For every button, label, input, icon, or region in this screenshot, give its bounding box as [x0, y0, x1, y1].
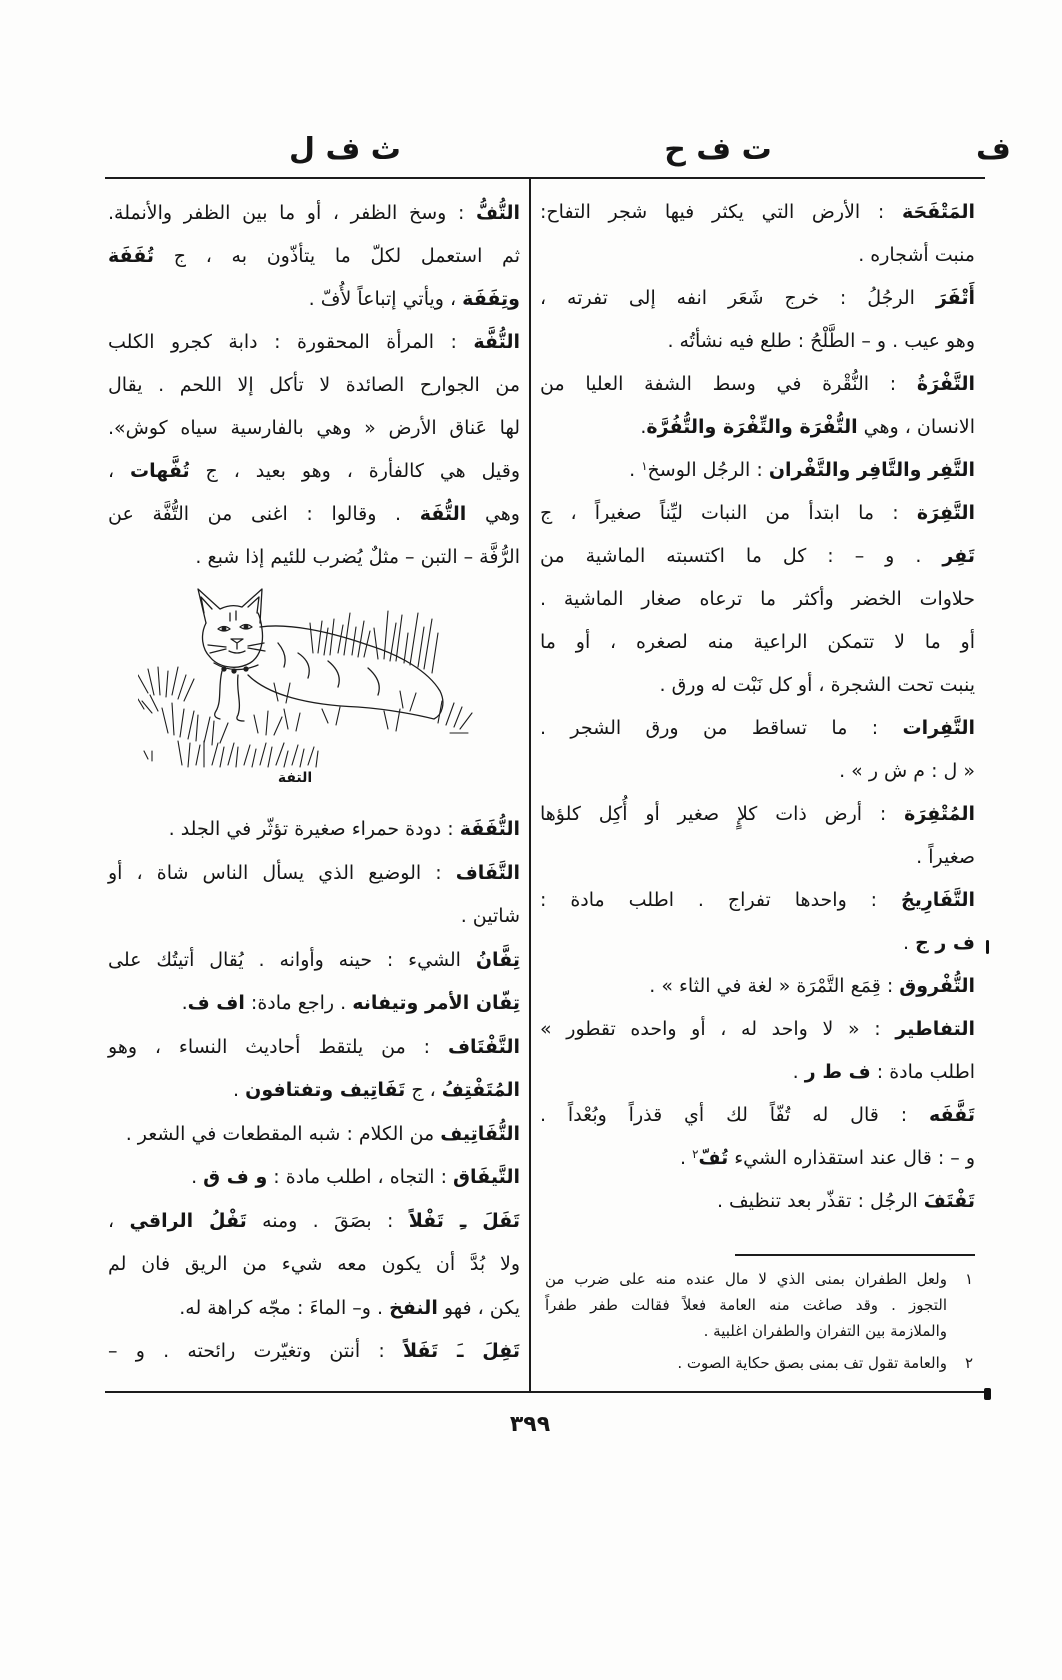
dictionary-line — [108, 808, 520, 852]
cat-pupil — [222, 627, 226, 631]
dictionary-entry — [540, 277, 975, 363]
caracal-illustration — [138, 583, 478, 768]
definition-text: . — [680, 1147, 693, 1169]
definition-text: : وسخ الظفر ، أو ما بين الظفر والأنملة. — [108, 202, 476, 224]
definition-text: ، ج — [405, 1079, 442, 1101]
dictionary-line — [108, 364, 520, 407]
footnote-marker: ٢ — [964, 1354, 973, 1372]
definition-text: الرجُلُ : خرج شَعَر انفه إلى تفرته ، — [540, 287, 936, 309]
footnote-line: التجوز . وقد صاغت منه العامة فعلاً فقالت طفر طفراً — [545, 1296, 947, 1314]
dictionary-entry — [540, 1094, 975, 1180]
dictionary-entry — [108, 1330, 520, 1374]
headword: تَفْتَفَ — [923, 1190, 975, 1212]
dictionary-line — [540, 793, 975, 836]
definition-text: يكن ، فهو — [437, 1296, 520, 1319]
dictionary-line — [540, 535, 975, 578]
dictionary-line — [540, 922, 975, 965]
headword: التُّفَفَة — [459, 818, 520, 840]
dictionary-line — [540, 1008, 975, 1051]
headword: تُفّ — [698, 1147, 729, 1169]
definition-text: وقيل هي كالفأرة ، وهو بعيد ، ج — [189, 460, 520, 482]
cat-pupil — [244, 625, 248, 629]
footer-rule — [105, 1391, 985, 1393]
headword: تِفّان الأمر وتيفانه — [352, 992, 520, 1014]
left-column-bottom — [108, 808, 520, 1374]
dictionary-entry — [108, 192, 520, 321]
dictionary-line — [108, 321, 520, 364]
dictionary-entry — [540, 793, 975, 879]
definition-text: : الرجُل الوسخ — [647, 459, 769, 481]
definition-text: : واحدها تفراج . اطلب مادة : — [540, 889, 902, 911]
dictionary-line — [540, 836, 975, 879]
dictionary-line — [540, 879, 975, 922]
definition-text: منبت أشجاره . — [858, 244, 975, 266]
headword: تَفِر — [942, 545, 975, 567]
dictionary-line — [108, 1330, 520, 1374]
headword: التَّفِرَة — [916, 502, 975, 524]
definition-text: . و– الماءَ : مجّه كراهة له. — [179, 1296, 390, 1319]
definition-text: . راجع مادة: — [244, 992, 353, 1014]
dictionary-entry — [108, 1113, 520, 1157]
dictionary-line — [540, 277, 975, 320]
dictionary-line — [540, 320, 975, 363]
definition-text: : النُّقْرة في وسط الشفة العليا من — [540, 373, 917, 395]
dictionary-line — [540, 234, 975, 277]
dictionary-entry — [540, 707, 975, 793]
dictionary-entry — [540, 492, 975, 707]
definition-text: من الجوارح الصائدة لا تأكل إلا اللحم . يقال — [108, 374, 520, 396]
left-column-top — [108, 192, 520, 579]
dictionary-entry — [108, 1026, 520, 1113]
dictionary-line — [108, 895, 520, 939]
headword: المَتْفَحَة — [901, 201, 975, 223]
cat-collar — [214, 663, 258, 670]
collar-spot — [222, 667, 226, 671]
definition-text: لها عَناق الأرض « وهي بالفارسية سياه كوش». — [108, 417, 520, 439]
headword: التَّفَارِيجُ — [901, 889, 975, 911]
dictionary-entry — [540, 449, 975, 492]
definition-text: . — [902, 932, 916, 954]
column-divider — [529, 178, 531, 1392]
cat-muzzle — [208, 639, 265, 653]
definition-text: : التجاه ، اطلب مادة : — [267, 1166, 454, 1188]
footnotes — [545, 1266, 975, 1376]
dictionary-entry — [540, 965, 975, 1008]
definition-text: صغيراً . — [916, 846, 975, 868]
definition-text: : ما ابتدأ من النبات ليِّناً صغيراً ، ج — [540, 502, 917, 524]
dictionary-entry — [540, 191, 975, 277]
edge-letter: ف — [976, 132, 1011, 167]
dictionary-line — [108, 1113, 520, 1157]
dictionary-line — [108, 852, 520, 896]
dictionary-line — [540, 707, 975, 750]
headword: ف ط ر — [804, 1061, 871, 1083]
definition-text: : دودة حمراء صغيرة تؤثّر في الجلد . — [168, 818, 460, 840]
definition-text: : المرأة المحقورة : دابة كجرو الكلب — [108, 331, 474, 353]
definition-text: الانسان ، وهي — [857, 416, 975, 438]
grass-strokes — [138, 611, 472, 767]
dictionary-line — [540, 965, 975, 1008]
headword: المُتَفْتِفُ — [441, 1079, 520, 1101]
dictionary-line — [108, 1200, 520, 1244]
headword: تَفَاتِيف وتفتافون — [245, 1079, 406, 1101]
headword: التُّفْرَة والتِّفْرَة والتُّفُرَّة — [646, 416, 858, 438]
dictionary-line — [540, 1137, 975, 1180]
dictionary-entry — [108, 321, 520, 579]
dictionary-line — [540, 191, 975, 234]
definition-text: أو ما لا تتمكن الراعية منه لصغره ، أو ما — [540, 631, 975, 653]
collar-spot — [244, 667, 248, 671]
definition-text: ولا بُدَّ أن يكون معه شيء من الريق فان لم — [108, 1253, 520, 1275]
headword: التُّفْروق — [899, 975, 975, 997]
headword: التُّفَة — [419, 503, 467, 525]
dictionary-entry — [540, 1008, 975, 1094]
dictionary-line — [540, 492, 975, 535]
dictionary-entry — [540, 879, 975, 965]
dictionary-line — [540, 1094, 975, 1137]
headword: التُّفَّة — [473, 331, 520, 353]
footnote-2 — [545, 1350, 975, 1376]
definition-text: اطلب مادة : — [870, 1061, 975, 1083]
dictionary-line — [108, 1156, 520, 1200]
footnote-ref: ٢ — [692, 1146, 699, 1161]
definition-text: : أنتن وتغيّرت رائحته . و – — [108, 1340, 403, 1362]
footnote-line: والعامة تقول تف بمنى بصق حكاية الصوت . — [677, 1354, 947, 1372]
headword: وتِفَفَة — [462, 288, 520, 310]
page-number: ٣٩٩ — [509, 1412, 551, 1437]
headword: التَّفَاف — [455, 861, 520, 884]
scan-speck — [984, 1388, 991, 1400]
dictionary-line — [108, 235, 520, 278]
definition-text: : « لا واحد له ، أو واحده تقطور » — [540, 1018, 896, 1040]
dictionary-entry — [108, 1156, 520, 1200]
collar-spot — [232, 669, 236, 673]
definition-text: : قال له تُفّاً لك أي قذراً وبُعْداً . — [540, 1104, 929, 1126]
headword: التَّفْرَةُ — [916, 373, 975, 395]
definition-text: شاتين . — [460, 905, 520, 927]
dictionary-entry — [540, 1180, 975, 1223]
headword: تَفْلُ الراقي — [129, 1209, 247, 1232]
headword: تُفَفَة — [108, 245, 155, 267]
figure-caption: التفة — [277, 770, 313, 786]
definition-text: . — [629, 459, 642, 481]
headword: التَّفِرات — [902, 717, 975, 739]
headword: التَّفْتَاف — [447, 1035, 520, 1058]
headword: التفاطير — [895, 1018, 975, 1040]
headword: تَفِلَ ـَ تَفَلاً — [402, 1340, 520, 1362]
dictionary-line — [108, 450, 520, 493]
dictionary-entry — [108, 939, 520, 1026]
definition-text: ، — [108, 1209, 130, 1232]
dictionary-line — [540, 1180, 975, 1223]
headword: تَفَّفَه — [928, 1104, 975, 1126]
dictionary-line — [108, 493, 520, 536]
headword: التَّفِر والتَّافِر والتَّفْران — [768, 459, 975, 481]
headword: أَتْفَرَ — [935, 287, 975, 309]
definition-text: . — [233, 1079, 246, 1101]
definition-text: : ما تساقط من ورق الشجر . — [540, 717, 903, 739]
dictionary-entry — [540, 363, 975, 449]
headword: و ف ق — [203, 1166, 268, 1188]
dictionary-line — [540, 578, 975, 621]
dictionary-line — [540, 406, 975, 449]
footnote-marker: ١ — [964, 1270, 973, 1288]
dictionary-line — [108, 1243, 520, 1287]
definition-text: وهو عيب . و – الطَّلْحُ : طلع فيه نشأتُه . — [667, 330, 975, 352]
footnote-line: ولعل الطفران بمنى الذي لا مال عنده منه على ضرب من — [545, 1270, 947, 1288]
definition-text: و – : قال عند استقذاره الشيء — [728, 1147, 975, 1169]
headword: النفخ — [389, 1296, 438, 1319]
definition-text: من الكلام : شبه المقطعات في الشعر . — [125, 1122, 441, 1145]
dictionary-entry — [108, 1200, 520, 1331]
figure — [108, 579, 520, 808]
headword: تِفَّانُ — [475, 948, 520, 971]
definition-text: ، ويأتي إتباعاً لأُفّ . — [308, 288, 463, 310]
definition-text: ثم استعمل لكلّ ما يتأذّون به ، ج — [154, 245, 520, 267]
dictionary-line — [108, 939, 520, 983]
definition-text: : بصَقَ . ومنه — [246, 1209, 409, 1232]
dictionary-entry — [108, 808, 520, 852]
definition-text: وهي — [466, 503, 520, 525]
headword: التَّيفَاق — [453, 1166, 520, 1188]
definition-text: الرجُل : تقذّر بعد تنظيف . — [716, 1190, 924, 1212]
dictionary-entry — [108, 852, 520, 939]
scan-speck — [986, 940, 989, 954]
definition-text: الشيء : حينه وأوانه . يُقال أتيتُك على — [108, 948, 476, 971]
definition-text: . — [792, 1061, 805, 1083]
definition-text: ، — [108, 460, 131, 482]
definition-text: حلاوات الخضر وأكثر ما ترعاه صغار الماشية . — [540, 588, 975, 610]
headword: تُفَّهات — [130, 460, 190, 482]
dictionary-line — [540, 449, 975, 492]
definition-text: . و – : كل ما اكتسبته الماشية من — [540, 545, 943, 567]
footnote-ref: ١ — [641, 458, 648, 473]
headword: اف ف — [187, 992, 245, 1014]
definition-text: : أرض ذات كلإٍ صغير أو أُكِل كلؤها — [540, 803, 905, 825]
definition-text: : قِمَع التَّمْرَة « لغة في الثاء » . — [649, 975, 900, 997]
definition-text: « ل : م ش ر » . — [839, 760, 975, 782]
dictionary-line — [108, 407, 520, 450]
definition-text: الرُّفَّة – التبن – مثلٌ يُضرب للئيم إذا شبع . — [195, 546, 520, 568]
dictionary-line — [108, 536, 520, 579]
definition-text: : الوضيع الذي يسأل الناس شاة ، أو — [108, 861, 456, 884]
definition-text: : الأرض التي يكثر فيها شجر التفاح: — [540, 201, 902, 223]
definition-text: : من يلتقط أحاديث النساء ، وهو — [108, 1035, 448, 1058]
headword: تَفَلَ ـِ تَفْلاً — [408, 1209, 520, 1232]
dictionary-line — [540, 1051, 975, 1094]
dictionary-line — [540, 750, 975, 793]
headword: المُتْفِرَة — [904, 803, 975, 825]
dictionary-line — [108, 1026, 520, 1070]
headword: التُّفُّ — [475, 202, 520, 224]
dictionary-line — [540, 363, 975, 406]
definition-text: . — [640, 416, 647, 438]
dictionary-line — [108, 278, 520, 321]
headword: ف ر ج — [915, 932, 975, 954]
running-header-left: ث ف ل — [289, 132, 401, 167]
definition-text: . — [181, 992, 188, 1014]
headword: التُّفَاتِيف — [440, 1122, 520, 1145]
definition-text: ينبت تحت الشجرة ، أو كل نَبْت له ورق . — [659, 674, 975, 696]
dictionary-line — [540, 664, 975, 707]
dictionary-line — [108, 982, 520, 1026]
running-header-right: ت ف ح — [664, 132, 772, 167]
definition-text: . وقالوا : اغنى من التُّفَّة عن — [108, 503, 420, 525]
right-column — [540, 191, 975, 1223]
header-rule — [105, 177, 985, 179]
cat-legs — [215, 671, 244, 721]
footnote-1 — [545, 1266, 975, 1344]
definition-text: . — [191, 1166, 204, 1188]
footnote-separator — [735, 1254, 975, 1256]
dictionary-line — [540, 621, 975, 664]
dictionary-line — [108, 1069, 520, 1113]
dictionary-line — [108, 192, 520, 235]
dictionary-line — [108, 1287, 520, 1331]
footnote-line: والملازمة بين التفران والطفران اغلبية . — [703, 1322, 947, 1340]
